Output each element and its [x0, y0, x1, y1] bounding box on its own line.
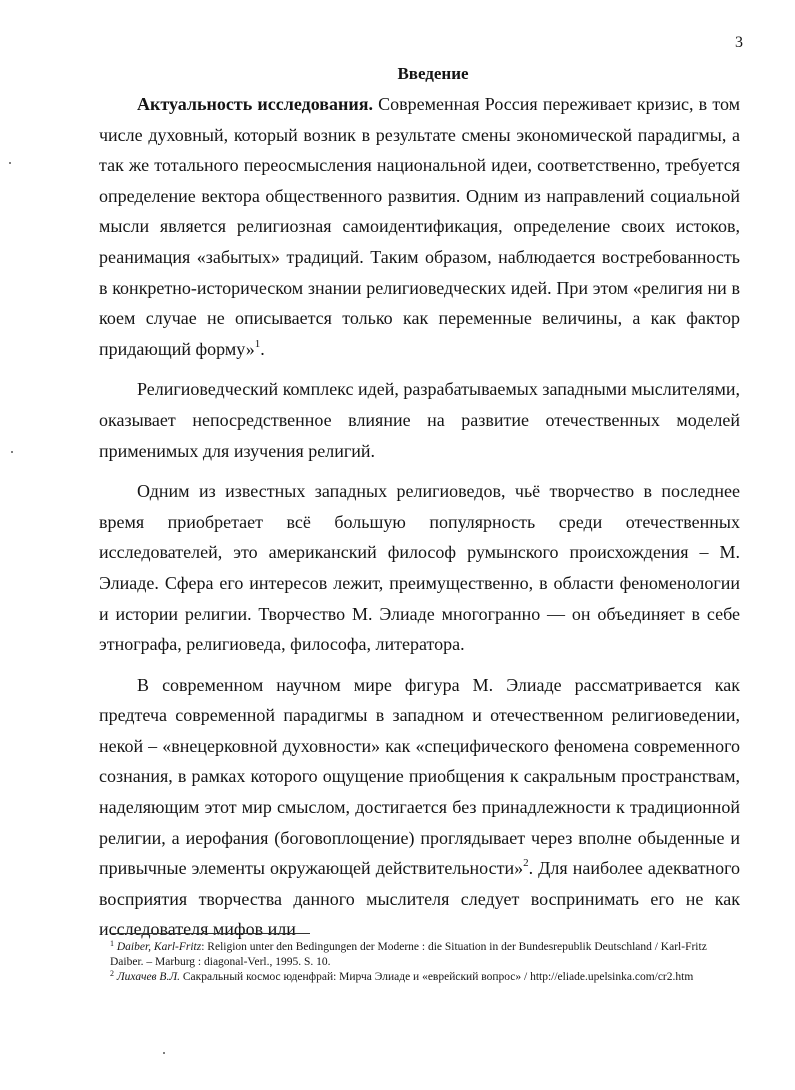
section-heading: Введение — [397, 64, 469, 83]
footnote — [110, 970, 740, 985]
paragraph-text: В современном научном мире фигура М. Элиаде рассматривается как предтеча современной парадигмы в западном и отечественном религиоведении, некой – «внецерковной духовности» как «специфического феномена современного сознания, в рамках которого ощущение приобщения к сакральным пространствам, наделяющим этот мир смыслом, достигается без принадлежности к традиционной религии, а иерофания (боговоплощение) проглядывает через вполне обыденные и привычные элементы окружающей действительности» — [99, 674, 740, 879]
scan-speck — [163, 1052, 165, 1054]
paragraph — [99, 670, 740, 945]
footnote — [110, 940, 740, 970]
paragraph-relevance — [99, 89, 740, 364]
footnotes — [110, 940, 740, 985]
scan-speck — [9, 162, 11, 164]
footnote-number: 1 — [110, 939, 114, 948]
paragraph-tail: . — [260, 338, 265, 359]
paragraph-text: Современная Россия переживает кризис, в том числе духовный, который возник в результате смены экономической парадигмы, а так же тотального переосмысления национальной идеи, соответственно, требуется определение вектора общественного развития. Одним из направлений социальной мысли является религиозная самоидентификация, определение своих истоков, реанимация «забытых» традиций. Таким образом, наблюдается востребованность в конкретно-историческом знании религиоведческих идей. При этом «религия ни в коем случае не описывается только как переменные величины, а как фактор придающий форму» — [99, 94, 740, 359]
footnote-ref: 2 — [523, 857, 529, 870]
scan-speck — [11, 451, 13, 453]
footnote-text: Сакральный космос юденфрай: Мирча Элиаде и «еврейский вопрос» / http://eliade.upelsinka.com/cr2.htm — [180, 971, 694, 983]
footnote-text: : Religion unter den Bedingungen der Moderne : die Situation in der Bundesrepublik Deutschland / Karl-Fritz Daiber. – Marburg : diagonal-Verl., 1995. S. 10. — [110, 941, 707, 968]
footnote-ref: 1 — [254, 337, 261, 350]
paragraph-tail: . Для наиболее адекватного восприятия творчества данного мыслителя следует воспринимать его не как исследователя мифов или — [99, 858, 741, 940]
body-text — [99, 89, 740, 945]
footnote-author: Лихачев В.Л. — [116, 971, 180, 983]
footnote-divider — [110, 933, 310, 934]
paragraph: Религиоведческий комплекс идей, разрабатываемых западными мыслителями, оказывает непосредственное влияние на развитие отечественных моделей применимых для изучения религий. — [99, 379, 740, 461]
footnote-number: 2 — [110, 969, 114, 978]
page-number: 3 — [735, 34, 743, 51]
paragraph-lead: Актуальность исследования. — [137, 94, 373, 114]
paragraph: Одним из известных западных религиоведов, чьё творчество в последнее время приобретает всё большую популярность среди отечественных исследователей, это американский философ румынского происхождения – М. Элиаде. Сфера его интересов лежит, преимущественно, в области феноменологии и истории религии. Творчество М. Элиаде многогранно — он объединяет в себе этнографа, религиоведа, философа, литератора. — [99, 481, 740, 655]
footnote-author: Daiber, Karl-Fritz — [116, 941, 202, 953]
